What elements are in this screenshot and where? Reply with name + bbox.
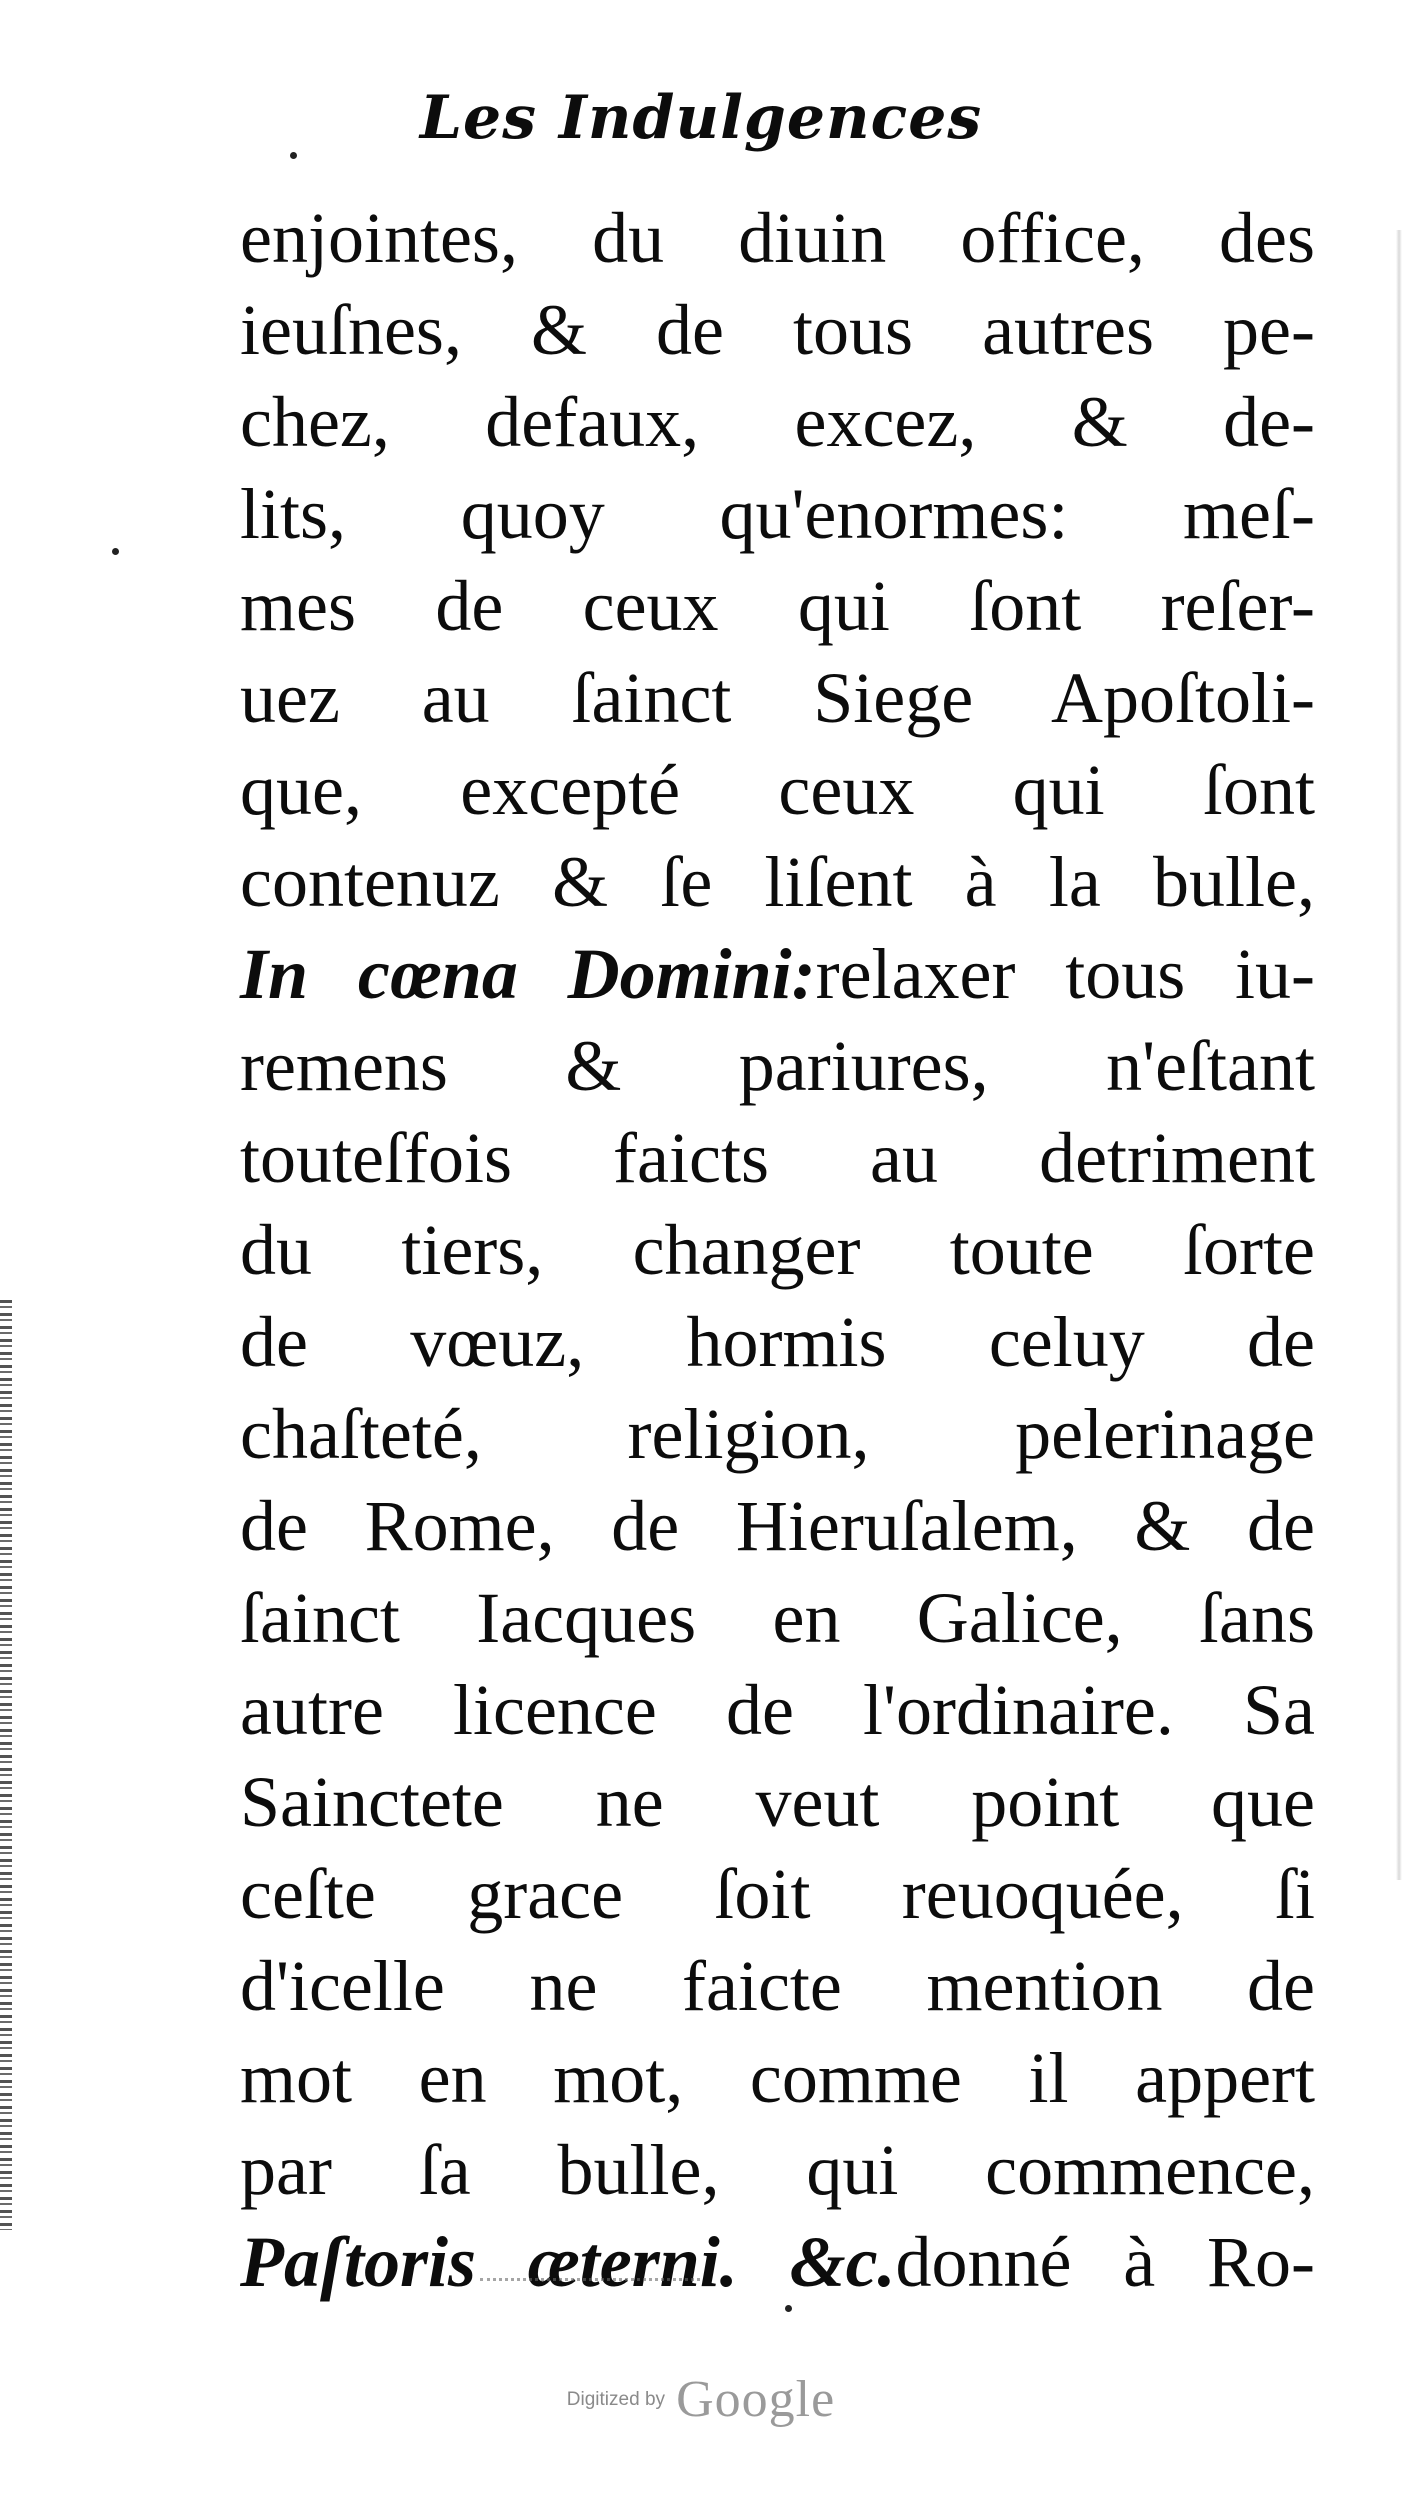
text-line-roman: de Rome, de Hieruſalem, & de [240, 1486, 1315, 1566]
google-logo: Google [676, 2371, 836, 2428]
text-line-roman: touteſfois faicts au detriment [240, 1118, 1315, 1198]
text-line [240, 1664, 1315, 1756]
text-line-roman: que, excepté ceux qui ſont [240, 750, 1315, 830]
text-line [240, 1756, 1315, 1848]
ink-speck [785, 2305, 792, 2312]
text-line [240, 1480, 1315, 1572]
text-line-roman: contenuz & ſe liſent à la bulle, [240, 842, 1315, 922]
text-line [240, 560, 1315, 652]
ink-speck [290, 152, 297, 159]
text-line [240, 1940, 1315, 2032]
text-line-roman: chez, defaux, excez, & de- [240, 382, 1315, 462]
text-line-roman: chaſteté, religion, pelerinage [240, 1394, 1315, 1474]
text-line [240, 284, 1315, 376]
digitized-by-label: Digitized by [566, 2388, 666, 2410]
text-line [240, 1848, 1315, 1940]
text-line-italic: In cœna Domini: [240, 934, 816, 1014]
text-line-roman: de vœuz, hormis celuy de [240, 1302, 1315, 1382]
faded-catchword-marks [480, 2278, 700, 2295]
text-line [240, 1388, 1315, 1480]
running-title: Les Indulgences [419, 83, 983, 153]
text-line-italic: Paſtoris æterni. &c. [240, 2222, 896, 2302]
text-line-roman: Sainctete ne veut point que [240, 1762, 1315, 1842]
text-line [240, 1020, 1315, 1112]
text-line-roman: ieuſnes, & de tous autres pe- [240, 290, 1315, 370]
text-line [240, 2032, 1315, 2124]
text-line-roman: du tiers, changer toute ſorte [240, 1210, 1315, 1290]
ink-speck [112, 548, 119, 555]
text-line-roman-after: donné à Ro- [895, 2222, 1315, 2302]
text-line [240, 744, 1315, 836]
text-line [240, 836, 1315, 928]
text-line [240, 468, 1315, 560]
text-line [240, 652, 1315, 744]
text-line [240, 1296, 1315, 1388]
text-line-roman: enjointes, du diuin office, des [240, 198, 1315, 278]
text-line [240, 1204, 1315, 1296]
text-line-roman: mot en mot, comme il appert [240, 2038, 1315, 2118]
text-line-roman: ceſte grace ſoit reuoquée, ſi [240, 1854, 1315, 1934]
text-line [240, 2216, 1315, 2308]
body-text [240, 192, 1315, 2308]
text-line [240, 928, 1315, 1020]
text-line [240, 192, 1315, 284]
digitization-footer [0, 2370, 1402, 2429]
text-line-roman: uez au ſainct Siege Apoſtoli- [240, 658, 1315, 738]
text-line [240, 1572, 1315, 1664]
text-line-roman: remens & pariures, n'eſtant [240, 1026, 1315, 1106]
text-line-roman: d'icelle ne faicte mention de [240, 1946, 1315, 2026]
text-line [240, 2124, 1315, 2216]
text-line [240, 376, 1315, 468]
text-line-roman: lits, quoy qu'enormes: meſ- [240, 474, 1315, 554]
text-line-roman: mes de ceux qui ſont reſer- [240, 566, 1315, 646]
text-line-roman: par ſa bulle, qui commence, [240, 2130, 1315, 2210]
text-line-roman: autre licence de l'ordinaire. Sa [240, 1670, 1315, 1750]
page-edge-right [1396, 230, 1402, 1880]
text-line-roman: ſainct Iacques en Galice, ſans [240, 1578, 1315, 1658]
text-line-roman-after: relaxer tous iu- [815, 934, 1315, 1014]
text-line [240, 1112, 1315, 1204]
page-edge-left [0, 1300, 12, 2230]
